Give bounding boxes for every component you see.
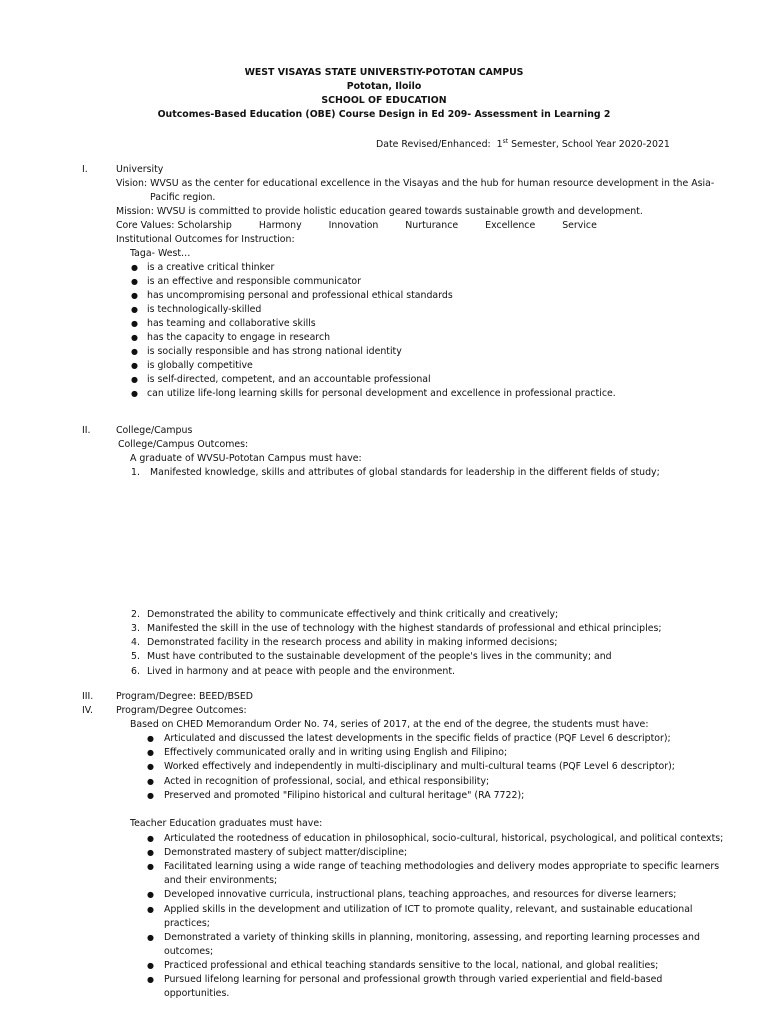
list-item: Lived in harmony and at peace with people and the environment.	[147, 666, 455, 677]
section-4-title: Program/Degree Outcomes:	[116, 705, 247, 716]
core-value: Harmony	[258, 220, 302, 231]
bullet-icon: ●	[147, 748, 154, 757]
list-item: Applied skills in the development and utilization of ICT to promote quality, relevant, and sustainable educational	[164, 904, 693, 915]
list-item: Worked effectively and independently in multi-disciplinary and multi-cultural teams (PQF Level 6 descriptor);	[164, 761, 675, 772]
list-item: is socially responsible and has strong national identity	[147, 346, 402, 357]
core-value: Innovation	[328, 220, 379, 231]
list-item: Articulated and discussed the latest developments in the specific fields of practice (PQF Level 6 descriptor);	[164, 733, 671, 744]
core-value: Nurturance	[405, 220, 459, 231]
bullet-icon: ●	[131, 333, 138, 342]
school-name: SCHOOL OF EDUCATION	[321, 95, 447, 106]
list-item-cont: outcomes;	[164, 946, 214, 957]
bullet-icon: ●	[147, 834, 154, 843]
bullet-icon: ●	[147, 890, 154, 899]
bullet-icon: ●	[131, 389, 138, 398]
list-number: 2.	[131, 609, 140, 620]
list-item-cont: opportunities.	[164, 988, 230, 999]
list-item: Manifested knowledge, skills and attributes of global standards for leadership in the different fields of study;	[150, 467, 660, 478]
list-item: has the capacity to engage in research	[147, 332, 331, 343]
institutional-outcomes-title: Institutional Outcomes for Instruction:	[116, 234, 295, 245]
list-item: is technologically-skilled	[147, 304, 262, 315]
bullet-icon: ●	[147, 905, 154, 914]
list-item: has uncompromising personal and professional ethical standards	[147, 290, 453, 301]
taga-west-label: Taga- West…	[130, 248, 191, 259]
core-values	[116, 219, 621, 233]
list-item: is an effective and responsible communicator	[147, 276, 362, 287]
list-item: Acted in recognition of professional, social, and ethical responsibility;	[164, 776, 490, 787]
bullet-icon: ●	[147, 975, 154, 984]
bullet-icon: ●	[147, 762, 154, 771]
section-2-numeral: II.	[82, 425, 91, 436]
vision-text-cont: Pacific region.	[150, 192, 216, 203]
list-item: Manifested the skill in the use of technology with the highest standards of professional and ethical principles;	[147, 623, 662, 634]
graduate-intro: A graduate of WVSU-Pototan Campus must have:	[130, 453, 362, 464]
list-item: Demonstrated a variety of thinking skills in planning, monitoring, assessing, and reporting learning processes and	[164, 932, 700, 943]
list-item: has teaming and collaborative skills	[147, 318, 316, 329]
list-number: 6.	[131, 666, 140, 677]
section-2-title: College/Campus	[116, 425, 193, 436]
list-item: is self-directed, competent, and an accountable professional	[147, 374, 431, 385]
list-item: Demonstrated the ability to communicate effectively and think critically and creatively;	[147, 609, 559, 620]
campus-location: Pototan, Iloilo	[346, 81, 422, 92]
date-value: Semester, School Year 2020-2021	[511, 139, 670, 150]
list-item: Demonstrated facility in the research process and ability in making informed decisions;	[147, 637, 558, 648]
list-number: 3.	[131, 623, 140, 634]
list-item: Practiced professional and ethical teaching standards sensitive to the local, national, and global realities;	[164, 960, 659, 971]
mission-text: Mission: WVSU is committed to provide holistic education geared towards sustainable growth and development.	[116, 206, 643, 217]
list-item: Must have contributed to the sustainable development of the people's lives in the community; and	[147, 651, 612, 662]
teacher-intro: Teacher Education graduates must have:	[130, 818, 323, 829]
bullet-icon: ●	[147, 862, 154, 871]
section-3-title: Program/Degree: BEED/BSED	[116, 691, 253, 702]
core-value: Service	[562, 220, 597, 231]
date-label: Date Revised/Enhanced:	[376, 139, 491, 150]
date-ordinal-suffix: st	[502, 137, 509, 145]
list-item: Developed innovative curricula, instructional plans, teaching approaches, and resources for diverse learners;	[164, 889, 677, 900]
section-4-numeral: IV.	[82, 705, 93, 716]
campus-outcomes-title: College/Campus Outcomes:	[118, 439, 249, 450]
section-1-title: University	[116, 164, 164, 175]
list-item: Effectively communicated orally and in writing using English and Filipino;	[164, 747, 508, 758]
bullet-icon: ●	[147, 734, 154, 743]
section-1-numeral: I.	[82, 164, 88, 175]
bullet-icon: ●	[131, 361, 138, 370]
list-number: 1.	[131, 467, 140, 478]
list-number: 4.	[131, 637, 140, 648]
list-item: is globally competitive	[147, 360, 253, 371]
bullet-icon: ●	[131, 347, 138, 356]
list-number: 5.	[131, 651, 140, 662]
core-values-label: Core Values: Scholarship	[116, 220, 232, 231]
core-value: Excellence	[485, 220, 536, 231]
bullet-icon: ●	[147, 848, 154, 857]
bullet-icon: ●	[131, 277, 138, 286]
bullet-icon: ●	[131, 291, 138, 300]
bullet-icon: ●	[131, 375, 138, 384]
bullet-icon: ●	[147, 777, 154, 786]
course-title: Outcomes-Based Education (OBE) Course Design in Ed 209- Assessment in Learning 2	[157, 109, 611, 120]
list-item-cont: practices;	[164, 918, 210, 929]
section-3-numeral: III.	[82, 691, 94, 702]
list-item: Preserved and promoted "Filipino historical and cultural heritage" (RA 7722);	[164, 790, 525, 801]
list-item: Facilitated learning using a wide range of teaching methodologies and delivery modes appropriate to specific learners	[164, 861, 720, 872]
university-name: WEST VISAYAS STATE UNIVERSTIY-POTOTAN CAMPUS	[244, 67, 524, 78]
bullet-icon: ●	[147, 933, 154, 942]
vision-text: Vision: WVSU as the center for educational excellence in the Visayas and the hub for human resource development in the Asia-	[116, 178, 715, 189]
list-item: Articulated the rootedness of education in philosophical, socio-cultural, historical, psychological, and political contexts;	[164, 833, 724, 844]
bullet-icon: ●	[147, 961, 154, 970]
list-item: Pursued lifelong learning for personal and professional growth through varied experiential and field-based	[164, 974, 663, 985]
bullet-icon: ●	[131, 319, 138, 328]
list-item: is a creative critical thinker	[147, 262, 275, 273]
ched-intro: Based on CHED Memorandum Order No. 74, series of 2017, at the end of the degree, the students must have:	[130, 719, 649, 730]
bullet-icon: ●	[131, 263, 138, 272]
date-ordinal: 1	[496, 139, 503, 150]
list-item-cont: and their environments;	[164, 875, 278, 886]
list-item: can utilize life-long learning skills for personal development and excellence in professional practice.	[147, 388, 616, 399]
date-revised	[376, 138, 670, 152]
list-item: Demonstrated mastery of subject matter/discipline;	[164, 847, 408, 858]
bullet-icon: ●	[131, 305, 138, 314]
bullet-icon: ●	[147, 791, 154, 800]
